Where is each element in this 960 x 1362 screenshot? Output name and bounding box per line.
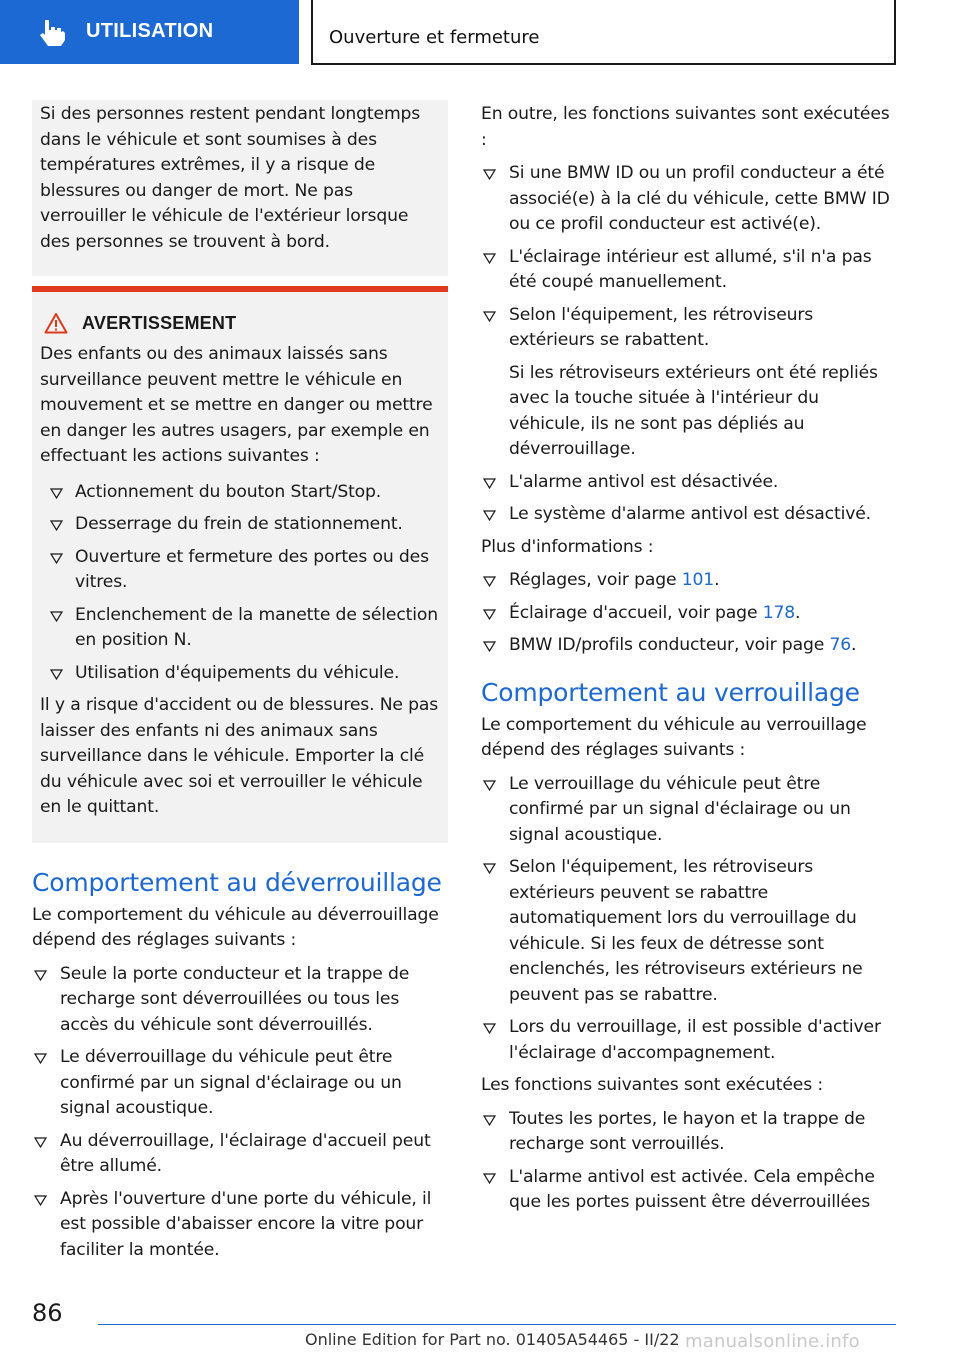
page-number: 86 [32,1299,63,1327]
triangle-bullet-icon [483,609,496,620]
intro-text: Si des personnes restent pendant longtemps dans le véhicule et sont soumises à des températures extrêmes, il y a risque de blessures ou danger de mort. Ne pas verrouiller le véhicule de l'extérieur lorsque des personnes se trouvent à bord. [40,104,421,252]
triangle-bullet-icon [483,478,496,489]
lock-functions-list [481,1107,899,1216]
page-link-101[interactable]: 101 [681,570,715,590]
list-item: Selon l'équipement, les rétroviseurs extérieurs peuvent se rabattre automatiquement lors du verrouillage du véhicule. Si les feux de détresse sont enclenchés, les rétroviseurs extérieurs ne peuvent pas se rabattre. [481,855,899,1008]
warning-closing: Il y a risque d'accident ou de blessures. Ne pas laisser des enfants ni des animaux sans surveillance dans le véhicule. Emporter la clé du véhicule avec soi et verrouiller le véhicule en le quittant. [40,695,439,817]
section-tab [0,0,299,64]
list-item: L'alarme antivol est activée. Cela empêche que les portes puissent être déverrouillées [481,1165,899,1216]
triangle-bullet-icon [483,510,496,521]
list-item: Selon l'équipement, les rétroviseurs extérieurs se rabattent. [481,303,899,354]
list-item: Éclairage d'accueil, voir page 178. [481,601,899,627]
triangle-bullet-icon [483,576,496,587]
list-item: Après l'ouverture d'une porte du véhicule, il est possible d'abaisser encore la vitre pour faciliter la montée. [32,1187,448,1264]
footer-edition: Online Edition for Part no. 01405A54465 - II/22 [305,1330,680,1349]
triangle-bullet-icon [483,1115,496,1126]
triangle-bullet-icon [34,1053,47,1064]
page-link-178[interactable]: 178 [762,602,796,623]
triangle-bullet-icon [34,1137,47,1148]
list-item: Actionnement du bouton Start/Stop. [40,480,440,506]
lock-list [481,772,899,1067]
triangle-bullet-icon [483,1023,496,1034]
list-item: Enclenchement de la manette de sélection en position N. [40,603,440,654]
more-info-list [481,568,899,659]
list-item: Ouverture et fermeture des portes ou des vitres. [40,545,440,596]
more-info-label: Plus d'informations : [481,536,654,557]
list-item: Au déverrouillage, l'éclairage d'accueil peut être allumé. [32,1129,448,1180]
triangle-bullet-icon [483,641,496,652]
list-item: Lors du verrouillage, il est possible d'activer l'éclairage d'accompagnement. [481,1015,899,1066]
warning-header [40,310,440,336]
watermark: manualsonline.info [685,1331,860,1352]
unlock-list [32,962,448,1264]
page-title-box [311,0,896,65]
list-item: L'alarme antivol est désactivée. [481,470,899,496]
functions-intro: En outre, les fonctions suivantes sont exécutées : [481,104,890,150]
lock-intro: Le comportement du véhicule au verrouillage dépend des réglages suivants : [481,714,867,760]
list-item: Le verrouillage du véhicule peut être confirmé par un signal d'éclairage ou un signal acoustique. [481,772,899,849]
functions-list [481,161,899,354]
warning-text: Des enfants ou des animaux laissés sans surveillance peuvent mettre le véhicule en mouvement et se mettre en danger ou mettre en danger les autres usagers, par exemple en effectuant les actions suivantes : [40,344,433,466]
list-item: Toutes les portes, le hayon et la trappe de recharge sont verrouillés. [481,1107,899,1158]
list-item: L'éclairage intérieur est allumé, s'il n'a pas été coupé manuellement. [481,245,899,296]
warning-list [40,480,440,687]
unlock-intro: Le comportement du véhicule au déverrouillage dépend des réglages suivants : [32,904,439,950]
triangle-bullet-icon [34,970,47,981]
warning-title: AVERTISSEMENT [82,312,237,333]
list-item: Si une BMW ID ou un profil conducteur a été associé(e) à la clé du véhicule, cette BMW ID ou ce profil conducteur est activé(e). [481,161,899,238]
list-item: BMW ID/profils conducteur, voir page 76. [481,633,899,659]
triangle-bullet-icon [483,863,496,874]
page-title: Ouverture et fermeture [329,27,540,48]
triangle-bullet-icon [50,520,63,531]
left-column [32,100,448,1270]
footer-divider [98,1324,896,1325]
list-item: Seule la porte conducteur et la trappe de recharge sont déverrouillées ou tous les accès du véhicule sont déverrouillés. [32,962,448,1039]
triangle-bullet-icon [483,780,496,791]
triangle-bullet-icon [34,1195,47,1206]
triangle-bullet-icon [50,488,63,499]
list-item: Le système d'alarme antivol est désactivé. [481,502,899,528]
triangle-bullet-icon [483,253,496,264]
lock-heading: Comportement au verrouillage [481,677,860,707]
list-item: Utilisation d'équipements du véhicule. [40,661,440,687]
page-link-76[interactable]: 76 [829,635,852,655]
triangle-bullet-icon [50,611,63,622]
section-label: UTILISATION [86,20,214,42]
intro-note-box [32,100,448,276]
hand-pointer-icon [36,18,68,48]
triangle-bullet-icon [50,669,63,680]
triangle-bullet-icon [483,311,496,322]
warning-box [32,286,448,843]
list-item: Le déverrouillage du véhicule peut être confirmé par un signal d'éclairage ou un signal acoustique. [32,1045,448,1122]
list-item: Réglages, voir page 101. [481,568,899,594]
triangle-bullet-icon [483,169,496,180]
warning-triangle-icon [44,312,68,334]
functions-list-continued [481,470,899,528]
unlock-heading: Comportement au déverrouillage [32,867,442,897]
lock-functions-intro: Les fonctions suivantes sont exécutées : [481,1075,823,1095]
right-column [481,100,899,1223]
mirror-note: Si les rétroviseurs extérieurs ont été repliés avec la touche située à l'intérieur du véhicule, ils ne sont pas dépliés au déverrouillage. [509,362,878,459]
triangle-bullet-icon [483,1173,496,1184]
triangle-bullet-icon [50,553,63,564]
list-item: Desserrage du frein de stationnement. [40,512,440,538]
